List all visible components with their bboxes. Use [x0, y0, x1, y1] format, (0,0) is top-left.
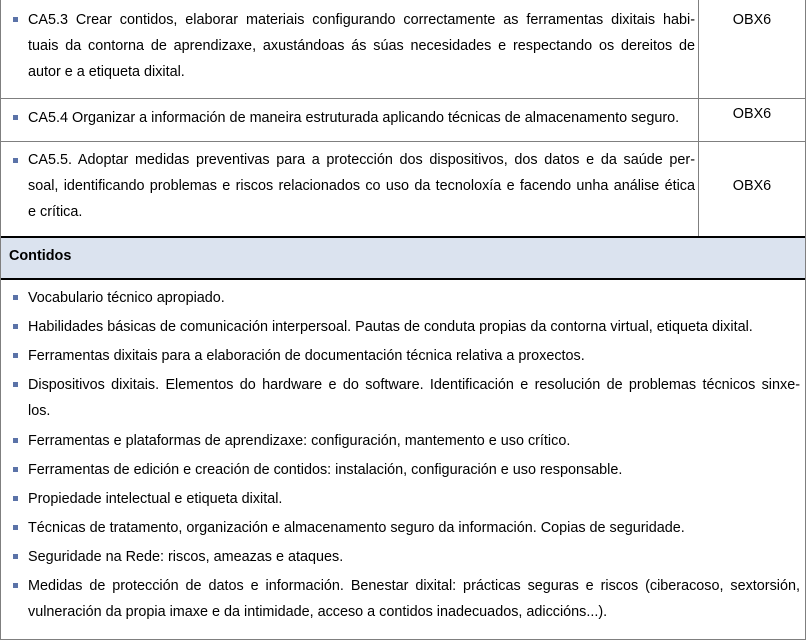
criterion-row: [1, 142, 805, 236]
criterion-cell: [1, 0, 699, 98]
bullet-icon: [13, 467, 18, 472]
bullet-icon: [13, 158, 18, 163]
objective-cell: [699, 0, 805, 98]
objective-code: OBX6: [732, 106, 772, 122]
bullet-icon: [13, 382, 18, 387]
bullet-icon: [13, 583, 18, 588]
bullet-icon: [13, 295, 18, 300]
criterion-text-line: tuais da contorna de aprendizaxe, axustándoas ás súas necesidades e respectando os dereitos de: [28, 38, 695, 54]
list-item-continuation: vulneración da propia imaxe e da intimidade, acceso a contidos inadecuados, adiccións...).: [28, 604, 608, 620]
list-item: Propiedade intelectual e etiqueta dixital.: [28, 491, 283, 507]
list-item: Vocabulario técnico apropiado.: [28, 290, 225, 306]
criterion-text-line: soal, identificando problemas e riscos relacionados co uso da tecnoloxía e facendo unha análise ética: [28, 178, 695, 194]
contents-header: [1, 236, 805, 280]
list-item: Habilidades básicas de comunicación interpersoal. Pautas de conduta propias da contorna virtual, etiqueta dixital.: [28, 319, 753, 335]
list-item: Medidas de protección de datos e información. Benestar dixital: prácticas seguras e riscos (ciberacoso, sextorsión,: [28, 578, 800, 594]
bullet-icon: [13, 17, 18, 22]
list-item: Ferramentas de edición e creación de contidos: instalación, configuración e uso responsable.: [28, 462, 623, 478]
list-item: Técnicas de tratamento, organización e almacenamento seguro da información. Copias de seguridade.: [28, 520, 685, 536]
list-item: Ferramentas e plataformas de aprendizaxe: configuración, mantemento e uso crítico.: [28, 433, 571, 449]
bullet-icon: [13, 353, 18, 358]
objective-cell: [699, 99, 805, 141]
list-item: Ferramentas dixitais para a elaboración de documentación técnica relativa a proxectos.: [28, 348, 585, 364]
criterion-row: [1, 0, 805, 99]
list-item: Dispositivos dixitais. Elementos do hardware e do software. Identificación e resolución de problemas técnicos sinxe-: [28, 377, 800, 393]
list-item-continuation: los.: [28, 403, 51, 419]
bullet-icon: [13, 525, 18, 530]
criterion-text-line: autor e a etiqueta dixital.: [28, 64, 185, 80]
contents-list: [1, 280, 805, 640]
bullet-icon: [13, 496, 18, 501]
bullet-icon: [13, 554, 18, 559]
criterion-text-line: CA5.3 Crear contidos, elaborar materiais configurando correctamente as ferramentas dixitais habi-: [28, 12, 695, 28]
criterion-text-line: e crítica.: [28, 204, 83, 220]
contents-header-label: Contidos: [9, 248, 72, 264]
criterion-text-line: CA5.5. Adoptar medidas preventivas para a protección dos dispositivos, dos datos e da saúde per-: [28, 152, 695, 168]
objective-code: OBX6: [732, 12, 772, 28]
bullet-icon: [13, 324, 18, 329]
criterion-cell: [1, 99, 699, 141]
list-item: Seguridade na Rede: riscos, ameazas e ataques.: [28, 549, 344, 565]
objective-code: OBX6: [732, 178, 772, 194]
bullet-icon: [13, 115, 18, 120]
objective-cell: [699, 142, 805, 236]
criterion-row: [1, 99, 805, 142]
bullet-icon: [13, 438, 18, 443]
criterion-text-line: CA5.4 Organizar a información de maneira estruturada aplicando técnicas de almacenamento seguro.: [28, 110, 680, 126]
criterion-cell: [1, 142, 699, 236]
